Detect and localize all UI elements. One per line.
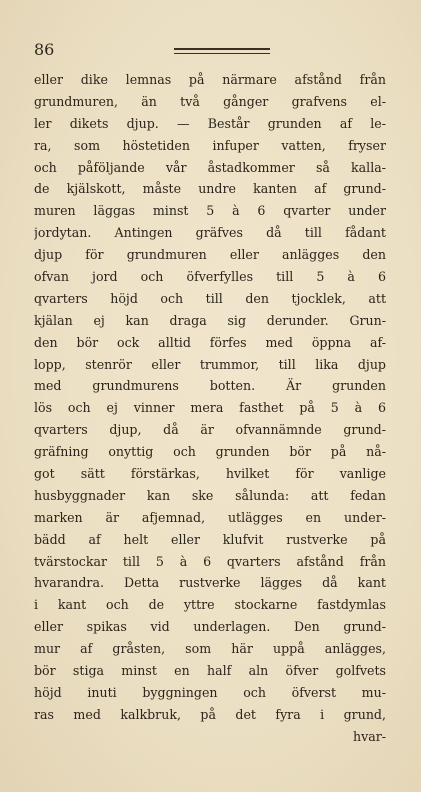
text-line: marken är afjemnad, utlägges en under- xyxy=(34,509,386,525)
ornament-thin-line xyxy=(174,53,270,54)
text-line: gräfning onyttig och grunden bör på nå- xyxy=(34,444,386,460)
text-line: hvarandra. Detta rustverke lägges då kant xyxy=(34,575,386,591)
text-line: tvärstockar till 5 à 6 qvarters afstånd från xyxy=(34,553,386,569)
text-line: med grundmurens botten. Är grunden xyxy=(34,378,386,394)
text-line: grundmuren, än två gånger grafvens el- xyxy=(34,93,386,109)
text-line: eller spikas vid underlagen. Den grund- xyxy=(34,619,386,635)
text-line: ler dikets djup. — Består grunden af le- xyxy=(34,115,386,131)
text-line: jordytan. Antingen gräfves då till fådant xyxy=(34,225,386,241)
page-number: 86 xyxy=(34,40,55,59)
page-header xyxy=(34,40,387,66)
catchword: hvar- xyxy=(352,728,386,744)
text-line: bädd af helt eller klufvit rustverke på xyxy=(34,531,386,547)
text-line: lös och ej vinner mera fasthet på 5 à 6 xyxy=(34,400,386,416)
text-line: mur af gråsten, som här uppå anlägges, xyxy=(34,641,386,657)
text-line: kjälan ej kan draga sig derunder. Grun- xyxy=(34,312,386,328)
text-line: got sätt förstärkas, hvilket för vanlige xyxy=(34,466,386,482)
text-line: djup för grundmuren eller anlägges den xyxy=(34,247,386,263)
text-line: muren läggas minst 5 à 6 qvarter under xyxy=(34,203,386,219)
text-line: qvarters djup, då är ofvannämnde grund- xyxy=(34,422,386,438)
body-text xyxy=(34,69,386,748)
text-line: den bör ock alltid förfes med öppna af- xyxy=(34,334,386,350)
header-ornament-rule xyxy=(174,48,270,56)
text-line: lopp, stenrör eller trummor, till lika djup xyxy=(34,356,386,372)
text-line: husbyggnader kan ske sålunda: att fedan xyxy=(34,487,386,503)
text-line: qvarters höjd och till den tjocklek, att xyxy=(34,290,386,306)
text-line: eller dike lemnas på närmare afstånd från xyxy=(34,72,386,87)
text-line: ra, som höstetiden infuper vatten, fryser xyxy=(34,137,386,153)
text-line: och påföljande vår åstadkommer så kalla- xyxy=(34,159,386,175)
text-line: de kjälskott, måste undre kanten af grund- xyxy=(34,181,386,197)
ornament-thick-line xyxy=(174,48,270,50)
text-line: ras med kalkbruk, på det fyra i grund, xyxy=(34,706,386,722)
text-line: ofvan jord och öfverfylles till 5 à 6 xyxy=(34,269,386,285)
text-line: i kant och de yttre stockarne fastdymlas xyxy=(34,597,386,613)
text-line: höjd inuti byggningen och öfverst mu- xyxy=(34,684,386,700)
text-line: bör stiga minst en half aln öfver golfvets xyxy=(34,663,386,679)
